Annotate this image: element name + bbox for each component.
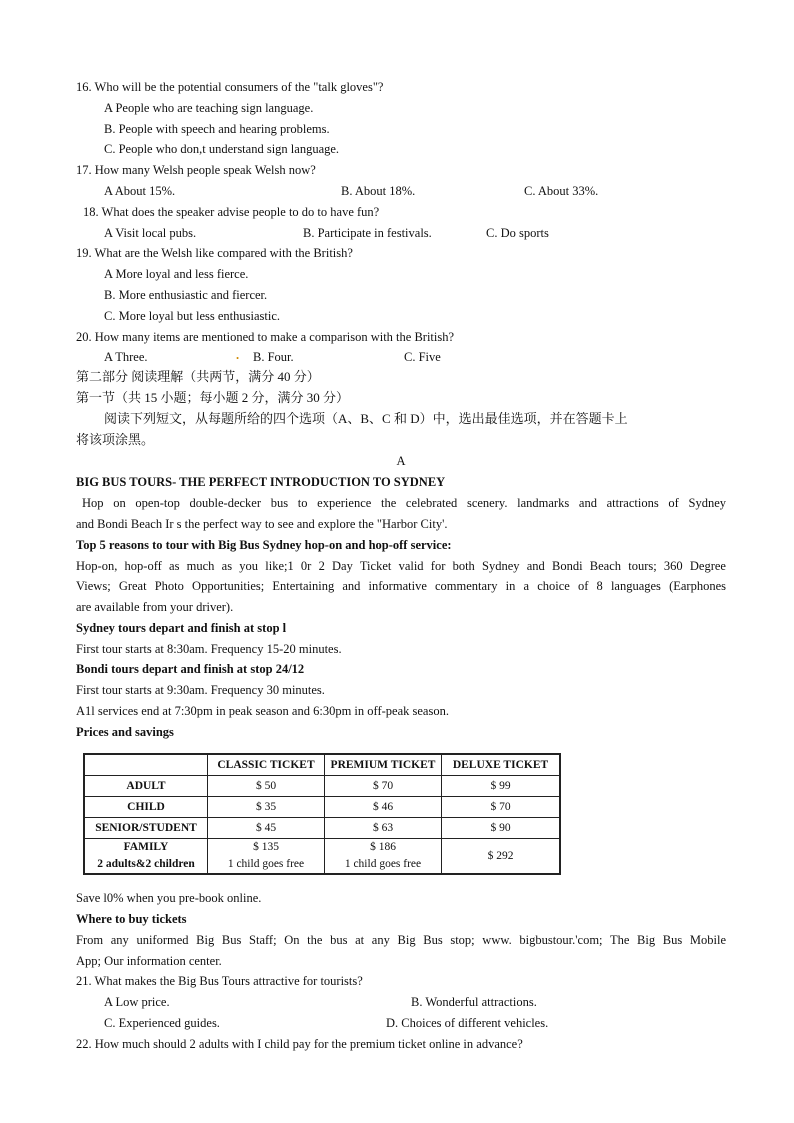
family-premium-price: $ 186 — [370, 841, 396, 853]
passage-letter: A — [396, 454, 406, 468]
table-header-premium: PREMIUM TICKET — [325, 754, 442, 776]
passage-intro-line-1: Hop on open-top double-decker bus to experience the celebrated scenery. landmarks and attractions of Sydney — [82, 496, 726, 510]
family-premium-note: 1 child goes free — [344, 858, 422, 870]
question-20-option-b: B. Four. — [253, 350, 294, 364]
question-22-stem: 22. How much should 2 adults with I child pay for the premium ticket online in advance? — [76, 1037, 523, 1051]
sydney-tours-text: First tour starts at 8:30am. Frequency 15-20 minutes. — [76, 642, 342, 656]
stray-dot: . — [236, 348, 240, 362]
family-label-detail: 2 adults&2 children — [97, 858, 195, 870]
question-19-option-c: C. More loyal but less enthusiastic. — [104, 309, 281, 323]
question-18-option-c: C. Do sports — [486, 226, 549, 240]
family-label: FAMILY — [123, 841, 169, 853]
table-header-deluxe: DELUXE TICKET — [442, 754, 561, 776]
table-cell: $ 63 — [325, 818, 442, 839]
question-20-option-c: C. Five — [404, 350, 441, 364]
question-16-option-c: C. People who don,t understand sign language. — [104, 142, 340, 156]
price-table — [83, 753, 561, 875]
table-header-classic: CLASSIC TICKET — [208, 754, 325, 776]
section-one-heading: 第一节（共 15 小题；每小题 2 分，满分 30 分） — [76, 390, 350, 405]
table-cell-family-deluxe: $ 292 — [442, 839, 561, 875]
question-16-stem: 16. Who will be the potential consumers of the "talk gloves"? — [76, 80, 384, 94]
question-19-option-a: A More loyal and less fierce. — [104, 267, 249, 281]
where-line-2: App; Our information center. — [76, 954, 222, 968]
table-cell: $ 46 — [325, 797, 442, 818]
instructions-line-2: 将该项涂黑。 — [76, 432, 155, 447]
question-18-stem: 18. What does the speaker advise people to do to have fun? — [83, 205, 380, 219]
table-header-row — [84, 754, 560, 776]
question-16-option-a: A People who are teaching sign language. — [104, 101, 314, 115]
reasons-heading: Top 5 reasons to tour with Big Bus Sydney hop-on and hop-off service: — [76, 538, 452, 552]
table-cell-family-classic — [208, 839, 325, 875]
bondi-tours-heading: Bondi tours depart and finish at stop 24/12 — [76, 662, 305, 676]
table-header-corner — [84, 754, 208, 776]
prices-heading: Prices and savings — [76, 725, 174, 739]
table-cell-family-premium — [325, 839, 442, 875]
services-text: A1l services end at 7:30pm in peak season and 6:30pm in off-peak season. — [76, 704, 449, 718]
table-cell: $ 70 — [325, 776, 442, 797]
family-classic-price: $ 135 — [253, 841, 279, 853]
question-21-option-d: D. Choices of different vehicles. — [386, 1016, 549, 1030]
passage-intro-line-2: and Bondi Beach Ir s the perfect way to see and explore the "Harbor City'. — [76, 517, 448, 531]
table-cell: $ 99 — [442, 776, 561, 797]
question-17-option-b: B. About 18%. — [341, 184, 416, 198]
question-18-option-a: A Visit local pubs. — [104, 226, 197, 240]
table-cell: $ 45 — [208, 818, 325, 839]
question-21-option-b: B. Wonderful attractions. — [411, 995, 537, 1009]
passage-title: BIG BUS TOURS- THE PERFECT INTRODUCTION TO SYDNEY — [76, 475, 446, 489]
question-20-stem: 20. How many items are mentioned to make a comparison with the British? — [76, 330, 455, 344]
part-two-heading: 第二部分 阅读理解（共两节，满分 40 分） — [76, 369, 320, 384]
table-row — [84, 776, 560, 797]
question-17-option-c: C. About 33%. — [524, 184, 599, 198]
table-cell: $ 50 — [208, 776, 325, 797]
table-row-family — [84, 839, 560, 875]
question-19-stem: 19. What are the Welsh like compared with the British? — [76, 246, 353, 260]
instructions-line-1: 阅读下列短文，从每题所给的四个选项（A、B、C 和 D）中，选出最佳选项，并在答题卡上 — [104, 411, 628, 426]
table-cell: $ 70 — [442, 797, 561, 818]
row-label-family — [84, 839, 208, 875]
where-heading: Where to buy tickets — [76, 912, 187, 926]
reasons-line-2: Views; Great Photo Opportunities; Entertaining and informative commentary in a choice of 8 languages (Earphones — [76, 579, 726, 593]
table-row — [84, 797, 560, 818]
row-label: SENIOR/STUDENT — [84, 818, 208, 839]
question-17-stem: 17. How many Welsh people speak Welsh now? — [76, 163, 316, 177]
question-21-option-a: A Low price. — [104, 995, 170, 1009]
sydney-tours-heading: Sydney tours depart and finish at stop l — [76, 621, 287, 635]
question-16-option-b: B. People with speech and hearing problems. — [104, 122, 330, 136]
row-label: CHILD — [84, 797, 208, 818]
save-note: Save l0% when you pre-book online. — [76, 891, 262, 905]
family-classic-note: 1 child goes free — [227, 858, 305, 870]
question-17-option-a: A About 15%. — [104, 184, 176, 198]
question-18-option-b: B. Participate in festivals. — [303, 226, 432, 240]
table-cell: $ 90 — [442, 818, 561, 839]
question-19-option-b: B. More enthusiastic and fiercer. — [104, 288, 268, 302]
question-21-stem: 21. What makes the Big Bus Tours attractive for tourists? — [76, 974, 363, 988]
bondi-tours-text: First tour starts at 9:30am. Frequency 30 minutes. — [76, 683, 325, 697]
table-cell: $ 35 — [208, 797, 325, 818]
reasons-line-3: are available from your driver). — [76, 600, 234, 614]
row-label: ADULT — [84, 776, 208, 797]
where-line-1: From any uniformed Big Bus Staff; On the bus at any Big Bus stop; www. bigbustour.'com; The Big Bus Mobile — [76, 933, 726, 947]
table-row — [84, 818, 560, 839]
question-20-option-a: A Three. — [104, 350, 148, 364]
reasons-line-1: Hop-on, hop-off as much as you like;1 0r 2 Day Ticket valid for both Sydney and Bondi Beach tours; 360 Degree — [76, 559, 726, 573]
question-21-option-c: C. Experienced guides. — [104, 1016, 220, 1030]
